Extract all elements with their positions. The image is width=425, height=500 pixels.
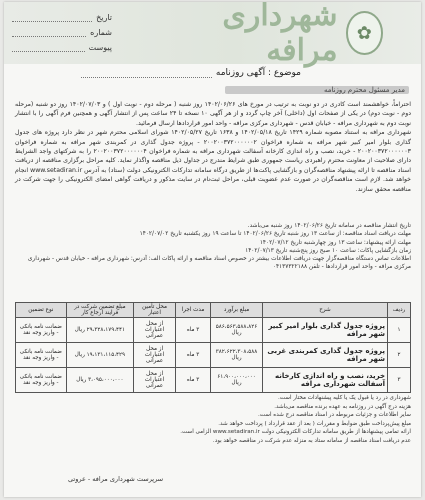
- footer-condition: عدم دریافت اسناد مناقصه از سامانه ستاد به منزله عدم شرکت در مناقصه خواهد بود.: [212, 437, 411, 444]
- cell-guarantee-type: ضمانت نامه بانکی - واریز وجه نقد: [16, 368, 67, 393]
- header-row-number: ردیف: [388, 303, 411, 318]
- signature-line: سرپرست شهرداری مرافه - عروتی: [68, 475, 164, 483]
- note-bid-deadline: مهلت ارائه پیشنهاد: ساعت ۱۳ روز چهارشنبه تاریخ ۱۴۰۲/۰۷/۱۲: [259, 239, 411, 246]
- meta-number-label: شماره: [90, 28, 112, 37]
- newspaper-ad-letter: [4, 2, 421, 497]
- table-row: [16, 343, 411, 368]
- footer-condition: ارائه تمامی پیشنهادها از طریق سامانه تدارکات الکترونیکی دولت www.setadiran.ir الزامی است.: [180, 429, 411, 436]
- meta-date-label: تاریخ: [96, 13, 112, 22]
- subject-line: [81, 68, 301, 78]
- cell-duration: ۳ ماه: [176, 368, 211, 393]
- cell-guarantee-amount: ۲۹،۳۲۸،۱۷۹،۴۴۱ ریال: [66, 318, 133, 343]
- footer-condition: سایر اطلاعات و جزئیات مربوطه در اسناد مناقصه درج شده است.: [257, 412, 411, 419]
- meta-attachment: [12, 40, 112, 55]
- cell-row-number: ۳: [388, 368, 411, 393]
- cell-estimate: ۳۸۲،۶۲۲،۳۰۸،۵۸۸ ریال: [211, 343, 263, 368]
- table-header-row: [16, 303, 411, 318]
- letterhead: [4, 2, 421, 68]
- emblem-icon: ✿: [346, 11, 383, 55]
- meta-date: [12, 10, 112, 25]
- footer-condition: شهرداری در رد یا قبول یک یا کلیه پیشنهادات مختار است.: [278, 395, 411, 401]
- cell-duration: ۳ ماه: [176, 343, 211, 368]
- cell-guarantee-type: ضمانت نامه بانکی - واریز وجه نقد: [16, 318, 67, 343]
- note-publish-date: تاریخ انتشار مناقصه در سامانه تاریخ ۱۴۰۲/۰۶/۲۶ روز شنبه می‌باشد.: [247, 223, 411, 229]
- cell-guarantee-amount: ۱۹،۱۳۱،۱۱۵،۴۲۹ ریال: [66, 343, 133, 368]
- tender-table: [15, 302, 411, 393]
- cell-guarantee-type: ضمانت نامه بانکی - واریز وجه نقد: [16, 343, 67, 368]
- header-estimate: مبلغ برآورد: [211, 303, 263, 318]
- cell-estimate: ۶۱،۹۰۰،۰۰۰،۰۰۰ ریال: [211, 368, 263, 393]
- cell-guarantee-amount: ۳،۰۹۵،۰۰۰،۰۰۰ ریال: [66, 368, 133, 393]
- footer-condition: هزینه درج آگهی در روزنامه به عهده برنده مناقصه می‌باشد.: [274, 403, 411, 410]
- header-guarantee-type: نوع تضمین: [16, 303, 67, 318]
- body-paragraph-request: احتراماً، خواهشمند است کادری در دو نوبت به ترتیب در مورخ های ۱۴۰۲/۰۶/۲۶ روز شنبه ( مرحله دوم - نوبت اول ) و ۱۴۰۲/۰۷/۰۳ روز دو شنبه (مرحله دوم - نوبت دوم) در یکی از صفحات اول (داخلی) آخر چاپ گردد و از هر آگهی ۱۰ نسخه تا ۲۴ ساعت پس از انتشار آگهی و همچنین فرم آگهی را با انتشار نوبت دوم به شهرداری مرافه - خیابان قدس - شهرداری مرکزی مرافه - واحد امور قراردادها ارسال فرمائید.: [15, 101, 411, 127]
- header-duration: مدت اجرا: [176, 303, 211, 318]
- cell-row-number: ۲: [388, 343, 411, 368]
- table-row: [16, 318, 411, 343]
- municipality-logo: [173, 2, 383, 68]
- cell-funding: از محل اعتبارات عمرانی: [134, 368, 176, 393]
- footer-conditions: [15, 394, 411, 446]
- note-opening-time: زمان بازگشایی پاکات: ساعت ۱۰ صبح روز پنج‌شنبه تاریخ ۱۴۰۲/۰۷/۱۳: [245, 247, 411, 254]
- cell-description: پروژه جدول گذاری کمربندی غربی شهر مرافه: [263, 343, 388, 368]
- body-paragraph-tender: شهرداری مرافه به استناد مصوبه شماره ۱۴۲۹ تاریخ ۱۴۰۲/۰۵/۱۸ و ۱۶۳۸ تاریخ ۱۴۰۲/۰۵/۲۷ شورای اسلامی محترم شهر در نظر دارد پروژه های جدول گذاری بلوار امیر کبیر شهر مرافه به شماره فراخوان ۲۰۰۲۰۰۳۷۲۰۰۰۰۰۰۲ - پروژه جدول گذاری در کمربندی شهر مرافه به شماره فراخوان ۲۰۰۲۰۰۳۷۲۰۰۰۰۰۰۳ - خرید، نصب و راه اندازی کارخانه آسفالت شهرداری مرافه به شماره فراخوان ۲۰۰۲۰۰۳۷۲۰۰۰۰۰۰۴ را به شرکتهای واجد الشرایط دارای صلاحیت از معاونت محترم راهبردی ریاست جمهوری طبق شرایط مندرج در جداول ذیل مناقصه واگذار نماید. کلیه مراحل برگزاری مناقصه از دریافت اسناد مناقصه تا ارائه پیشنهاد مناقصه‌گران و بازگشایی پاکت‌ها از طریق درگاه سامانه تدارکات الکترونیکی دولت (ستاد) به آدرس www.setadiran.ir انجام خواهد شد. لازم است مناقصه‌گران در صورت عدم عضویت قبلی، مراحل ثبت‌نام در سایت مذکور و دریافت گواهی امضای الکترونیکی را جهت شرکت در مناقصه محقق سازند.: [15, 129, 411, 193]
- cell-funding: از محل اعتبارات عمرانی: [134, 318, 176, 343]
- note-document-deadline: مهلت دریافت اسناد مناقصه: از ساعت ۱۳ روز شنبه تاریخ ۱۴۰۲/۰۶/۲۶ تا ساعت ۱۹ روز یکشنبه تاریخ ۱۴۰۲/۰۷/۰۲: [139, 231, 411, 238]
- cell-description: پروژه جدول گذاری بلوار امیر کبیر شهر مرافه: [263, 318, 388, 343]
- subject-label: موضوع : آگهی روزنامه: [215, 68, 301, 78]
- footer-condition: مبلغ پیش‌پرداخت طبق ضوابط و مقررات ( بعد از عقد قرارداد ) پرداخت خواهد شد.: [218, 420, 411, 427]
- letter-body: [15, 100, 411, 194]
- table-row: [16, 368, 411, 393]
- header-guarantee-amount: مبلغ تضمین شرکت در فرایند ارجاع کار: [66, 303, 133, 318]
- cell-description: خرید، نصب و راه اندازی کارخانه آسفالت شهرداری مرافه: [263, 368, 388, 393]
- tender-schedule-notes: [15, 222, 411, 272]
- cell-duration: ۳ ماه: [176, 318, 211, 343]
- addressee: مدیر مسئول محترم روزنامه: [225, 86, 409, 94]
- logo-text: شهرداری مرافه: [222, 2, 338, 68]
- meta-number-line: [12, 28, 86, 37]
- meta-number: [12, 25, 112, 40]
- meta-date-line: [12, 13, 92, 22]
- subject-dotted-line: [81, 69, 212, 78]
- header-description: شرح: [263, 303, 388, 318]
- cell-funding: از محل اعتبارات عمرانی: [134, 343, 176, 368]
- header-funding: محل تأمین اعتبار: [134, 303, 176, 318]
- cell-estimate: ۵۸۶،۵۶۳،۵۸۸،۸۲۶ ریال: [211, 318, 263, 343]
- letter-meta: [12, 10, 112, 55]
- meta-attachment-line: [12, 43, 85, 52]
- cell-row-number: ۱: [388, 318, 411, 343]
- meta-attachment-label: پیوست: [88, 43, 112, 52]
- note-contact-info: اطلاعات تماس دستگاه مناقصه‌گزار جهت دریافت اطلاعات بیشتر در خصوص اسناد مناقصه و ارائه پاکات الف: آدرس: شهرداری مرافه - خیابان قدس - شهرداری مرکزی مرافه - واحد امور قراردادها - تلفن ۰۴۱۳۷۳۲۲۱۸۸: [27, 256, 411, 271]
